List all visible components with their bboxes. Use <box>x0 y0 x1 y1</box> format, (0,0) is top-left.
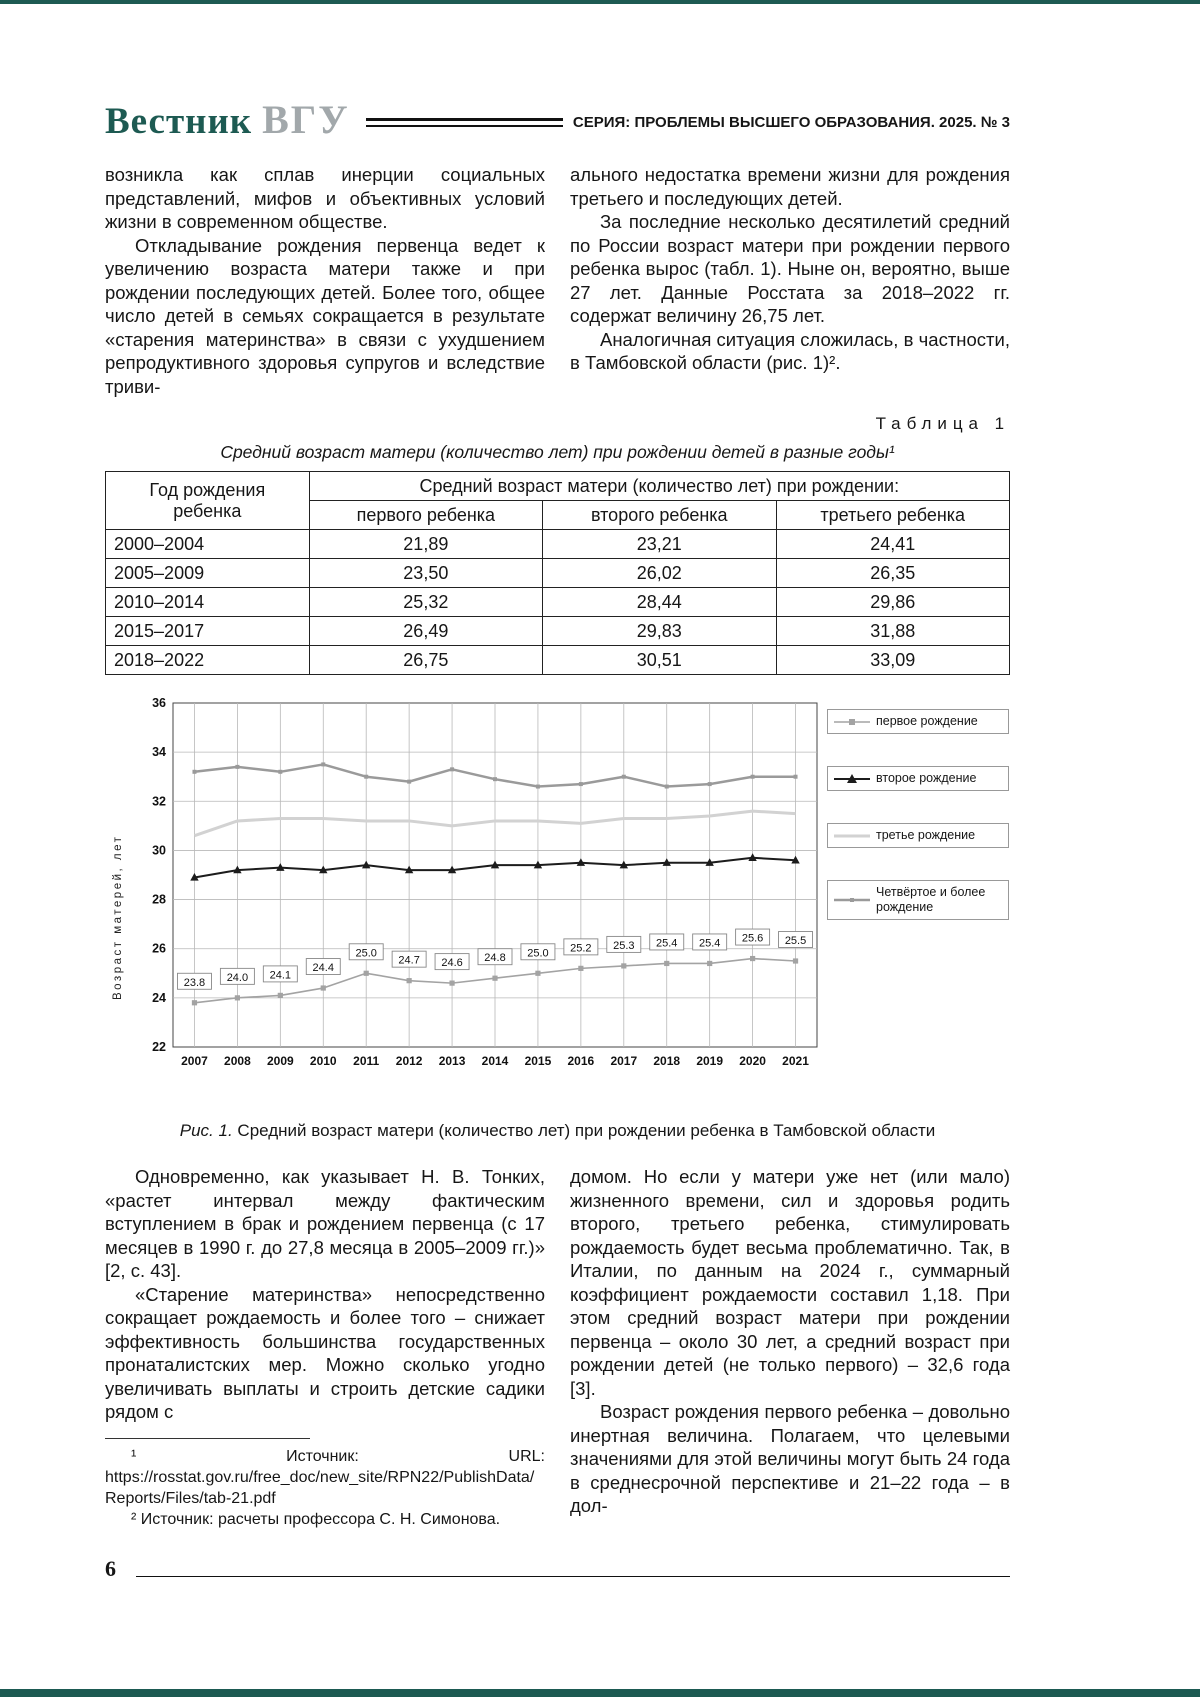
table-cell: 23,21 <box>543 530 776 559</box>
table-row <box>106 559 1010 588</box>
table-row <box>106 588 1010 617</box>
table-cell: 25,32 <box>309 588 542 617</box>
paragraph: Откладывание рождения первенца ведет к увеличению возраста матери также и при рождении последующих детей. Более того, общее число детей в семьях сокращается в результате «старения материнства» в связи с ухудшением репродуктивного здоровья супругов и вследствие триви- <box>105 234 545 397</box>
marker-tick <box>321 762 325 766</box>
marker-tick <box>665 785 669 789</box>
footnote-rule <box>105 1438 310 1439</box>
x-tick-label: 2009 <box>266 1054 294 1068</box>
legend-item <box>827 766 1009 791</box>
table-cell: 29,86 <box>776 588 1010 617</box>
x-tick-label: 2011 <box>353 1054 380 1068</box>
marker-square <box>449 981 454 986</box>
page-number: 6 <box>105 1555 116 1581</box>
data-label: 24.4 <box>312 962 334 975</box>
paragraph: «Старение материнства» непосредственно сокращает рождаемость и более того – снижает эффективность большинства государственных пронаталистских мер. Можно сколько угодно увеличивать выплаты и строить детские садики рядом с <box>105 1283 545 1422</box>
paragraph: За последние несколько десятилетий средний по России возраст матери при рождении первого ребенка вырос (табл. 1). Ныне он, вероятно, выше 27 лет. Данные Росстата за 2018–2022 гг. содержат величину 26,75 лет. <box>570 211 1010 326</box>
data-label: 25.4 <box>656 937 678 950</box>
chart-y-axis-label: Возраст матерей, лет <box>112 834 124 1000</box>
intro-text-section <box>105 163 1010 398</box>
y-tick-label: 34 <box>152 745 166 760</box>
marker-tick <box>235 765 239 769</box>
legend-item <box>827 709 1009 734</box>
table-header-row <box>106 472 1010 501</box>
data-label: 25.0 <box>355 947 377 960</box>
marker-square <box>621 963 626 968</box>
legend-item <box>827 880 1009 920</box>
data-label: 24.0 <box>226 971 249 984</box>
y-tick-label: 32 <box>152 794 166 809</box>
x-tick-label: 2021 <box>782 1054 809 1068</box>
intro-right-column <box>570 163 1010 398</box>
journal-logo-secondary: ВГУ <box>262 97 350 142</box>
legend-sample <box>834 715 870 729</box>
intro-left-column <box>105 163 545 398</box>
data-label: 25.4 <box>698 937 721 950</box>
marker-square <box>364 971 369 976</box>
data-label: 25.6 <box>741 932 764 945</box>
marker-tick <box>794 775 798 779</box>
table-cell-year: 2000–2004 <box>106 530 310 559</box>
figure-caption-label: Рис. 1. <box>179 1121 233 1140</box>
x-tick-label: 2017 <box>610 1054 638 1068</box>
legend-sample <box>834 772 870 786</box>
paragraph: Возраст рождения первого ребенка – довольно инертная величина. Полагаем, что целевыми значениями для этой величины могут быть 24 года в среднесрочной перспективе и 21–22 года – в дол- <box>570 1401 1010 1516</box>
table-cell: 21,89 <box>309 530 542 559</box>
page-header <box>105 96 1010 143</box>
figure-caption-text: Средний возраст матери (количество лет) при рождении ребенка в Тамбовской области <box>232 1121 936 1140</box>
table-subheader: второго ребенка <box>543 501 776 530</box>
legend-sample <box>834 829 870 843</box>
table-cell-year: 2005–2009 <box>106 559 310 588</box>
data-label: 24.6 <box>441 957 463 970</box>
header-double-rule <box>366 118 563 127</box>
table-cell: 30,51 <box>543 646 776 675</box>
data-label: 25.5 <box>784 935 807 947</box>
marker-square <box>750 956 755 961</box>
x-tick-label: 2012 <box>395 1054 423 1068</box>
legend-label: второе рождение <box>876 771 977 785</box>
table-cell-year: 2015–2017 <box>106 617 310 646</box>
paragraph: домом. Но если у матери уже нет (или мало) жизненного времени, сил и здоровья родить второго, третьего ребенка, стимулировать рождаемость будет весьма проблематично. Так, в Италии, по данным на 2024 г., суммарный коэффициент рождаемости составил 1,18. При этом средний возраст матери при рождении первенца – около 30 лет, а средний возраст при рождении детей (не только первого) – 32,6 года [3]. <box>570 1166 1010 1399</box>
body-text-section <box>105 1165 1010 1530</box>
marker-tick <box>450 767 454 771</box>
footnote: ² Источник: расчеты профессора С. Н. Симонова. <box>131 1510 501 1528</box>
legend-label: первое рождение <box>876 714 978 728</box>
marker-tick <box>751 775 755 779</box>
data-label: 24.8 <box>484 952 506 965</box>
marker-square <box>235 995 240 1000</box>
table-title: Средний возраст матери (количество лет) при рождении детей в разные годы¹ <box>220 442 895 462</box>
table-cell: 26,75 <box>309 646 542 675</box>
y-tick-label: 28 <box>152 892 166 907</box>
data-label: 25.3 <box>613 939 635 952</box>
y-tick-label: 30 <box>152 843 166 858</box>
marker-square <box>321 985 326 990</box>
table-cell-year: 2018–2022 <box>106 646 310 675</box>
marker-square <box>407 978 412 983</box>
x-tick-label: 2019 <box>696 1054 724 1068</box>
table-cell: 26,49 <box>309 617 542 646</box>
x-tick-label: 2008 <box>224 1054 251 1068</box>
marker-square <box>707 961 712 966</box>
table-cell: 31,88 <box>776 617 1010 646</box>
y-tick-label: 36 <box>152 697 166 710</box>
paragraph: ального недостатка времени жизни для рождения третьего и последующих детей. <box>570 164 1010 209</box>
x-tick-label: 2016 <box>567 1054 595 1068</box>
table-label: Таблица 1 <box>875 414 1010 433</box>
marker-square <box>192 1000 197 1005</box>
x-tick-label: 2020 <box>739 1054 766 1068</box>
x-tick-label: 2010 <box>309 1054 337 1068</box>
table-subheader: первого ребенка <box>309 501 542 530</box>
table-cell: 24,41 <box>776 530 1010 559</box>
footnote: ¹ Источник: URL: https://rosstat.gov.ru/free_doc/new_site/RPN22/PublishData/Reports/Files/tab-21.pdf <box>105 1447 545 1507</box>
marker-tick <box>708 782 712 786</box>
series-title: СЕРИЯ: ПРОБЛЕМЫ ВЫСШЕГО ОБРАЗОВАНИЯ. 2025. № 3 <box>572 114 1010 131</box>
table-row <box>106 617 1010 646</box>
legend-item <box>827 823 1009 848</box>
marker-square <box>535 971 540 976</box>
x-tick-label: 2018 <box>653 1054 681 1068</box>
x-tick-label: 2007 <box>181 1054 208 1068</box>
marker-tick <box>364 775 368 779</box>
paragraph: Одновременно, как указывает Н. В. Тонких, «растет интервал между фактическим вступлением в брак и рождением первенца (с 17 месяцев в 1990 г. до 27,8 месяца в 2005–2009 гг.)» [2, с. 43]. <box>105 1166 545 1281</box>
table-row <box>106 646 1010 675</box>
chart-legend <box>821 697 1009 1097</box>
data-label: 25.2 <box>570 942 592 955</box>
marker-square <box>578 966 583 971</box>
footer-rule <box>136 1576 1010 1577</box>
legend-label: Четвёртое и более рождение <box>876 885 986 914</box>
y-tick-label: 26 <box>152 941 166 956</box>
marker-tick <box>278 770 282 774</box>
table-group-header: Средний возраст матери (количество лет) при рождении: <box>309 472 1009 501</box>
marker-square <box>278 993 283 998</box>
legend-label: третье рождение <box>876 828 976 842</box>
x-tick-label: 2013 <box>438 1054 466 1068</box>
table-subheader: третьего ребенка <box>776 501 1010 530</box>
marker-tick <box>493 777 497 781</box>
table-row <box>106 530 1010 559</box>
table-cell: 28,44 <box>543 588 776 617</box>
data-label: 24.1 <box>269 969 292 982</box>
table-cell: 26,35 <box>776 559 1010 588</box>
y-tick-label: 24 <box>152 990 166 1005</box>
legend-sample <box>834 893 870 907</box>
marker-tick <box>579 782 583 786</box>
figure-caption <box>105 1121 1010 1141</box>
marker-square <box>664 961 669 966</box>
marker-tick <box>407 780 411 784</box>
marker-square <box>793 958 798 963</box>
body-left-column <box>105 1165 545 1530</box>
table-cell: 33,09 <box>776 646 1010 675</box>
data-label: 25.0 <box>527 947 549 960</box>
journal-logo-primary: Вестник <box>105 101 253 142</box>
marker-tick <box>536 785 540 789</box>
y-tick-label: 22 <box>152 1040 166 1054</box>
data-label: 23.8 <box>183 976 206 989</box>
x-tick-label: 2015 <box>524 1054 552 1068</box>
paragraph: Аналогичная ситуация сложилась, в частности, в Тамбовской области (рис. 1)². <box>570 328 1010 373</box>
marker-square <box>492 976 497 981</box>
table-cell: 23,50 <box>309 559 542 588</box>
table-cell: 29,83 <box>543 617 776 646</box>
body-right-column <box>570 1165 1010 1530</box>
journal-logo <box>105 96 350 143</box>
paragraph: возникла как сплав инерции социальных представлений, мифов и объективных условий жизни в современном обществе. <box>105 164 545 232</box>
table-cell: 26,02 <box>543 559 776 588</box>
marker-tick <box>192 770 196 774</box>
data-label: 24.7 <box>398 954 420 967</box>
x-tick-label: 2014 <box>481 1054 509 1068</box>
table-corner-header: Год рождения ребенка <box>106 472 310 530</box>
chart-svg <box>131 697 821 1097</box>
age-table <box>105 471 1010 675</box>
page-top-border <box>0 0 1200 4</box>
page-footer <box>105 1556 1010 1582</box>
table-cell-year: 2010–2014 <box>106 588 310 617</box>
line-chart <box>105 697 1010 1097</box>
footnotes <box>105 1438 545 1530</box>
marker-tick <box>622 775 626 779</box>
page-bottom-border <box>0 1689 1200 1697</box>
